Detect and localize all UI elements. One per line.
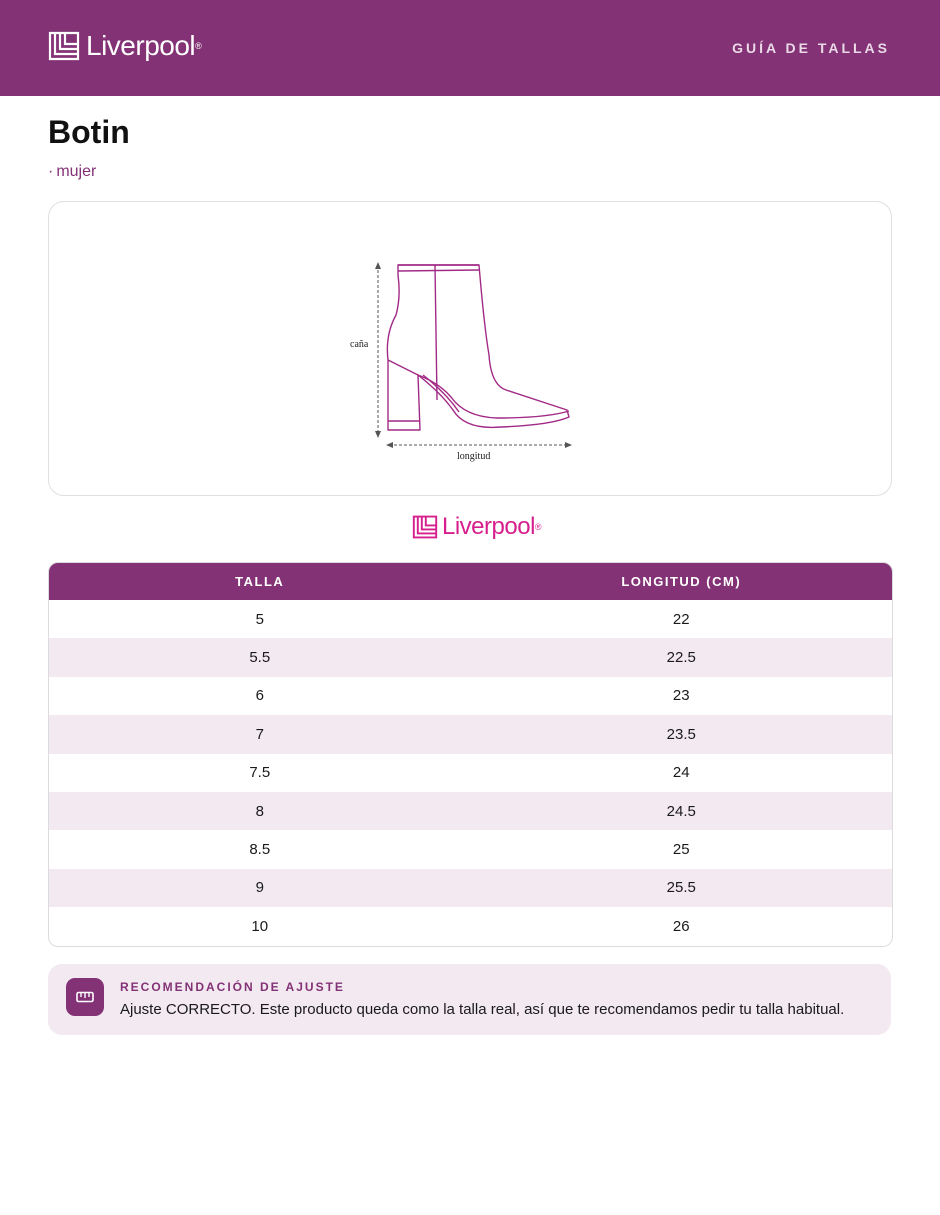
size-table <box>48 562 893 947</box>
liverpool-logo-icon <box>48 31 80 61</box>
table-row <box>49 677 892 715</box>
size-cell: 6 <box>255 687 264 705</box>
column-header-talla: TALLA <box>49 563 471 600</box>
table-row <box>49 830 892 868</box>
brand-logo-text: Liverpool <box>442 513 535 540</box>
table-row <box>49 715 892 753</box>
table-row <box>49 869 892 907</box>
table-row <box>49 907 892 945</box>
size-cell: 5.5 <box>49 638 471 676</box>
size-cell: 8 <box>49 792 471 830</box>
boot-diagram-card <box>48 201 892 496</box>
size-cell: 5 <box>255 610 264 628</box>
table-header-row <box>49 563 892 600</box>
size-cell: 9 <box>49 869 471 907</box>
table-row <box>49 792 892 830</box>
length-cell: 25.5 <box>471 869 893 907</box>
brand-logo: Liverpool ® <box>412 513 542 541</box>
recommendation-text: Ajuste CORRECTO. Este producto queda como la talla real, así que te recomendamos pedir tu talla habitual. <box>120 1001 845 1018</box>
size-cell: 7.5 <box>249 764 271 782</box>
length-cell: 26 <box>672 917 690 935</box>
cana-label: caña <box>350 339 369 350</box>
table-row <box>49 754 892 792</box>
size-cell: 7 <box>49 715 471 753</box>
liverpool-logo-icon <box>412 515 438 539</box>
liverpool-logo-text: Liverpool <box>86 30 196 61</box>
table-row <box>49 600 892 638</box>
size-cell: 10 <box>251 917 269 935</box>
ruler-icon <box>66 978 104 1016</box>
recommendation-title: RECOMENDACIÓN DE AJUSTE <box>120 980 345 994</box>
length-cell: 24 <box>672 764 690 782</box>
category-label: mujer <box>56 163 97 180</box>
length-cell: 24.5 <box>471 792 893 830</box>
product-category: · mujer <box>48 163 97 180</box>
column-header-longitud: LONGITUD (CM) <box>471 563 893 600</box>
longitud-label: longitud <box>457 451 491 462</box>
header <box>0 0 940 96</box>
size-cell: 8.5 <box>249 841 271 859</box>
length-cell: 23 <box>672 687 690 705</box>
fit-recommendation <box>48 964 891 1035</box>
length-cell: 25 <box>672 841 690 859</box>
table-row <box>49 638 892 676</box>
size-guide-link[interactable]: GUÍA DE TALLAS <box>732 40 890 56</box>
length-cell: 22.5 <box>471 638 893 676</box>
length-cell: 22 <box>672 610 690 628</box>
product-title: Botin <box>48 114 130 150</box>
length-cell: 23.5 <box>471 715 893 753</box>
liverpool-logo[interactable]: Liverpool ® <box>48 30 202 62</box>
boot-measurement-diagram <box>341 225 581 475</box>
